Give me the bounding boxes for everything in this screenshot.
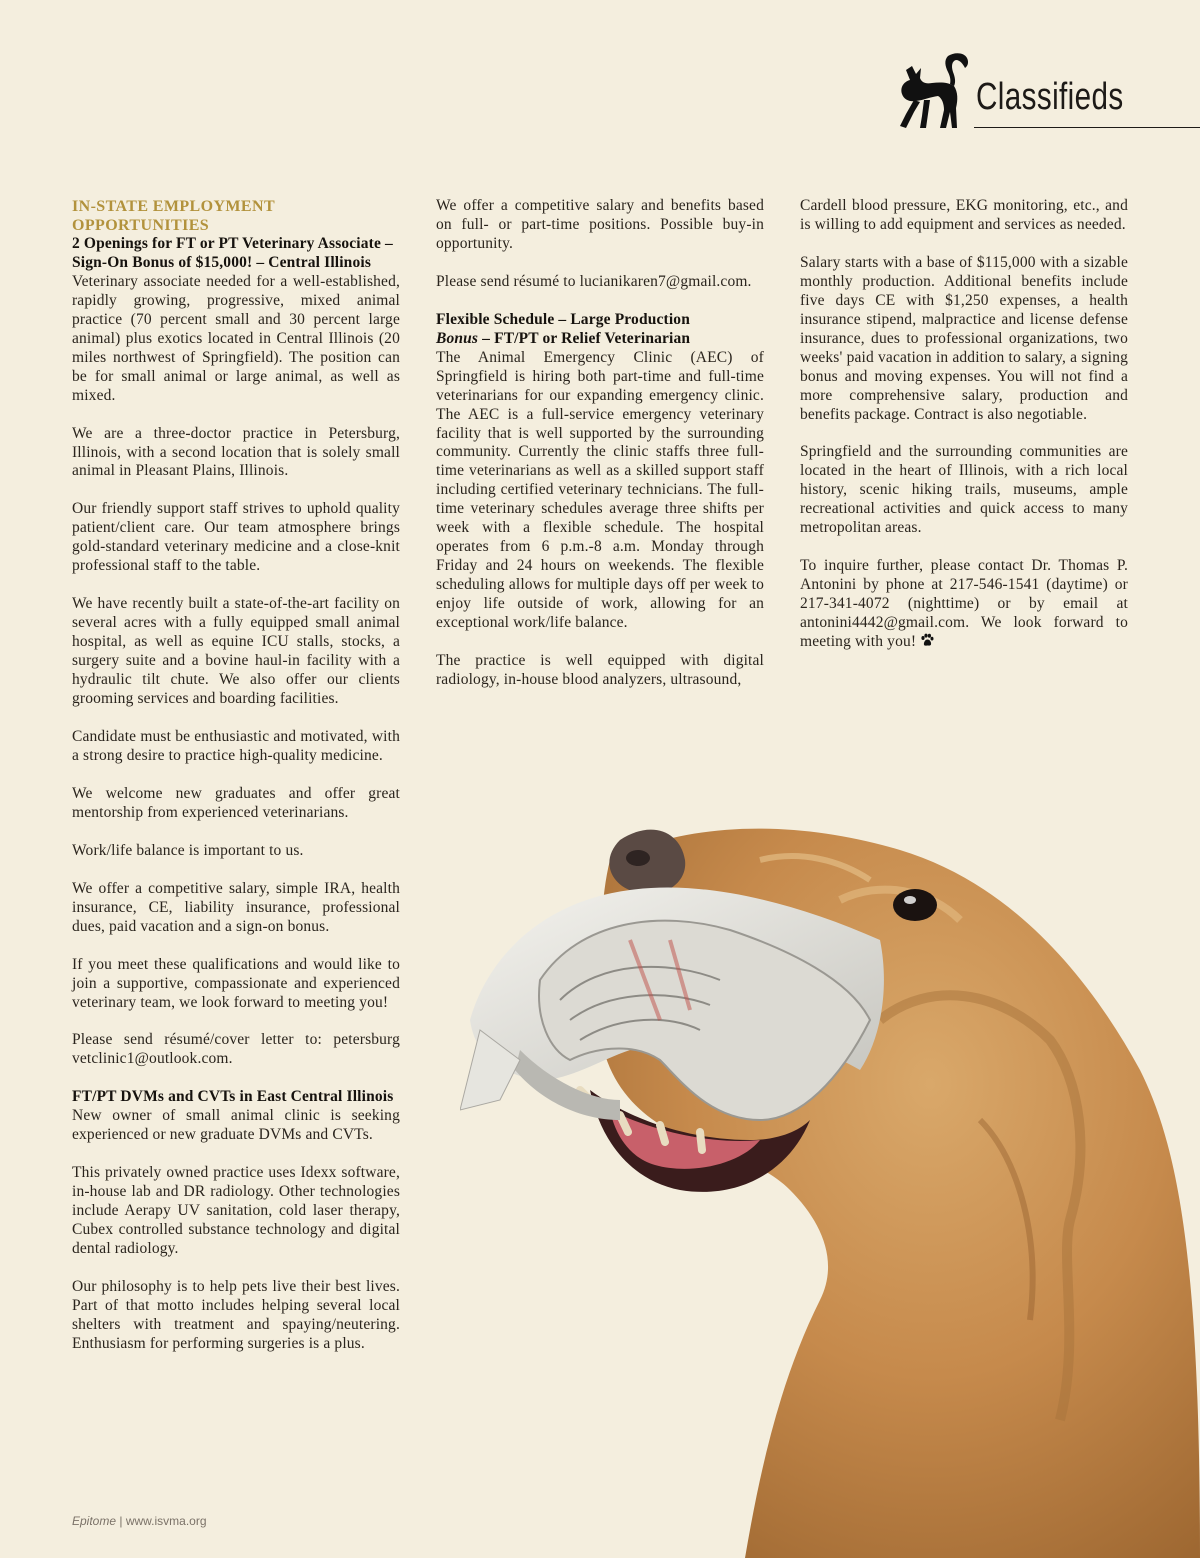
- ad-contact-paragraph: [800, 557, 1128, 652]
- page-title: Classifieds: [976, 76, 1124, 118]
- ad-paragraph: Candidate must be enthusiastic and motivated, with a strong desire to practice high-quality medicine.: [72, 727, 400, 764]
- column-3: [800, 197, 1128, 671]
- ad-paragraph: This privately owned practice uses Idexx software, in-house lab and DR radiology. Other technologies include Aerapy UV sanitation, cold laser therapy, Cubex controlled substance technology and digital dental radiology.: [72, 1164, 400, 1258]
- paw-icon: [920, 633, 934, 647]
- ad-paragraph: We offer a competitive salary, simple IRA, health insurance, CE, liability insurance, professional dues, paid vacation and a sign-on bonus.: [72, 879, 400, 935]
- ad-paragraph: We welcome new graduates and offer great mentorship from experienced veterinarians.: [72, 784, 400, 821]
- ad-paragraph: New owner of small animal clinic is seeking experienced or new graduate DVMs and CVTs.: [72, 1107, 400, 1144]
- ad-title-flexible-schedule: [436, 311, 764, 349]
- ad-paragraph: The practice is well equipped with digital radiology, in-house blood analyzers, ultrasound,: [436, 652, 764, 688]
- column-1: [72, 197, 400, 1373]
- ad-title-dvms-cvts: FT/PT DVMs and CVTs in East Central Illinois: [72, 1088, 394, 1106]
- footer-separator: |: [116, 1514, 126, 1528]
- ad-paragraph: If you meet these qualifications and would like to join a supportive, compassionate and experienced veterinary team, we look forward to meeting you!: [72, 955, 400, 1011]
- publication-name: Epitome: [72, 1514, 117, 1528]
- dog-with-newspaper-illustration: [460, 820, 1200, 1558]
- ad-contact-paragraph: Please send résumé to lucianikaren7@gmail.com.: [436, 272, 752, 290]
- section-title: [72, 197, 400, 235]
- footer-url[interactable]: www.isvma.org: [125, 1514, 207, 1528]
- column-2: [436, 197, 764, 709]
- page-header: [890, 48, 1200, 132]
- section-title-line-1: IN-STATE EMPLOYMENT: [72, 198, 276, 215]
- ad-paragraph: Salary starts with a base of $115,000 with a sizable monthly production. Additional benefits include five days CE with $1,250 expenses, a health insurance stipend, malpractice and license defense insurance, dues to professional organizations, two weeks' paid vacation in addition to salary, a signing bonus and moving expenses. You will not find a more comprehensive salary, production and benefits package. Contract is also negotiable.: [800, 253, 1128, 423]
- ad-title-part: Flexible Schedule – Large Production: [436, 310, 690, 328]
- ad-title-part: – FT/PT or Relief Veterinarian: [478, 329, 691, 347]
- ad-paragraph: Cardell blood pressure, EKG monitoring, etc., and is willing to add equipment and services as needed.: [800, 197, 1128, 233]
- ad-paragraph: Our philosophy is to help pets live their best lives. Part of that motto includes helping several local shelters with treatment and spaying/neutering. Enthusiasm for performing surgeries is a plus.: [72, 1277, 400, 1352]
- ad-paragraph: Veterinary associate needed for a well-established, rapidly growing, progressive, mixed animal practice (70 percent small and 30 percent large animal) plus exotics located in Central Illinois (20 miles northwest of Springfield). The position can be for small animal or large animal, as well as mixed.: [72, 272, 400, 404]
- ad-paragraph: Work/life balance is important to us.: [72, 841, 304, 859]
- ad-paragraph: Springfield and the surrounding communities are located in the heart of Illinois, with a rich local history, scenic hiking trails, museums, ample recreational activities and quick access to many metropolitan areas.: [800, 443, 1128, 537]
- ad-paragraph: We are a three-doctor practice in Petersburg, Illinois, with a second location that is solely small animal in Pleasant Plains, Illinois.: [72, 424, 400, 480]
- ad-title-part-italic: Bonus: [436, 329, 479, 347]
- page-footer: [72, 1514, 207, 1528]
- ad-paragraph: Our friendly support staff strives to uphold quality patient/client care. Our team atmosphere brings gold-standard veterinary medicine and a close-knit professional staff to the table.: [72, 500, 400, 575]
- header-rule: [974, 127, 1200, 128]
- section-title-line-2: OPPORTUNITIES: [72, 217, 210, 234]
- ad-contact-text: To inquire further, please contact Dr. Thomas P. Antonini by phone at 217-546-1541 (daytime) or 217-341-4072 (nighttime) or by email at antonini4442@gmail.com. We look forward to meeting with you!: [800, 557, 1128, 651]
- cat-icon: [890, 50, 974, 130]
- ad-paragraph: The Animal Emergency Clinic (AEC) of Springfield is hiring both part-time and full-time veterinarians for our expanding emergency clinic. The AEC is a full-service emergency veterinary facility that is well supported by the surrounding community. Currently the clinic staffs three full-time veterinarians as well as a skilled support staff including certified veterinary technicians. The full-time veterinary schedules average three shifts per week with a flexible schedule. The hospital operates from 6 p.m.-8 a.m. Monday through Friday and 24 hours on weekends. The flexible scheduling allows for multiple days off per week to enjoy life outside of work, allowing for an exceptional work/life balance.: [436, 348, 764, 632]
- ad-contact-paragraph: Please send résumé/cover letter to: petersburg vetclinic1@outlook.com.: [72, 1031, 400, 1068]
- ad-paragraph: We have recently built a state-of-the-art facility on several acres with a fully equipped small animal hospital, as well as equine ICU stalls, stocks, a surgery suite and a bovine haul-in facility with a hydraulic tilt chute. We also offer our clients grooming services and boarding facilities.: [72, 595, 400, 708]
- ad-paragraph: We offer a competitive salary and benefits based on full- or part-time positions. Possible buy-in opportunity.: [436, 197, 764, 252]
- ad-title-associate: 2 Openings for FT or PT Veterinary Associate – Sign-On Bonus of $15,000! – Central Illinois: [72, 235, 393, 271]
